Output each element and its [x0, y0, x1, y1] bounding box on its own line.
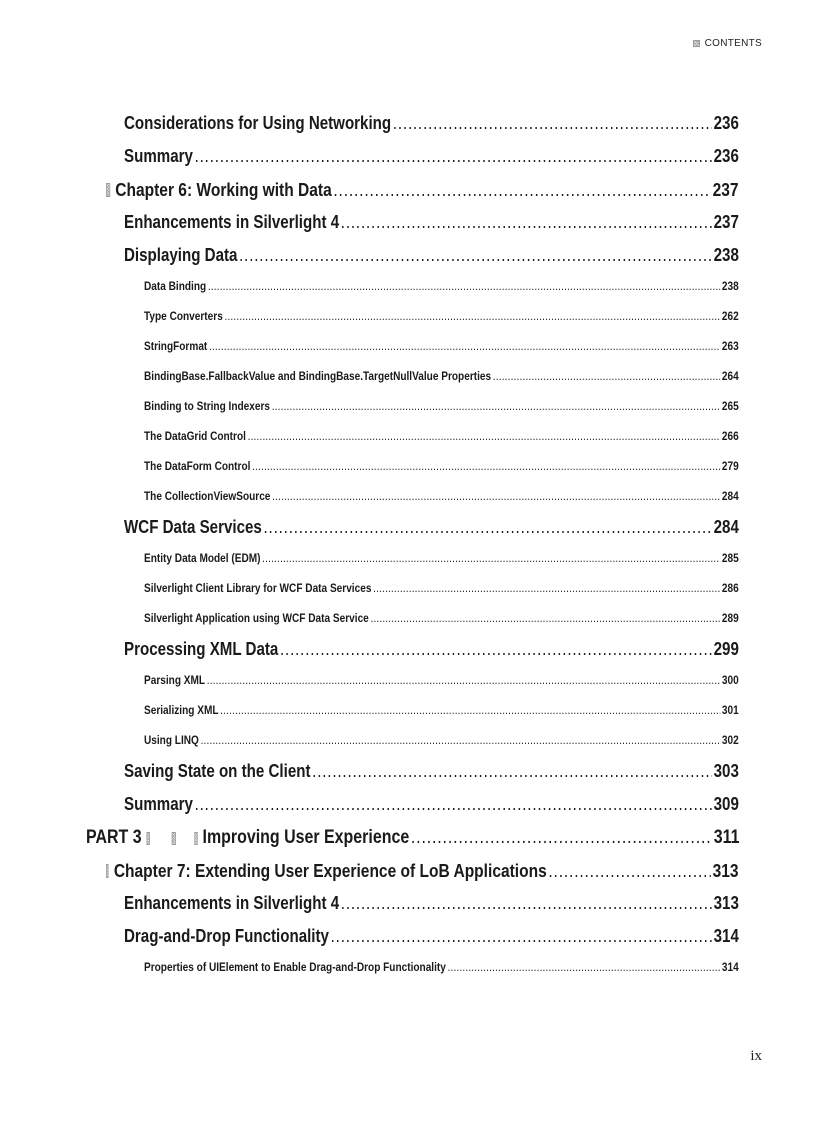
toc-entry-page: 237	[713, 212, 739, 232]
toc-entry-title: Silverlight Client Library for WCF Data Services	[144, 581, 372, 595]
hatched-square-icon	[106, 864, 109, 878]
running-head-label: CONTENTS	[704, 38, 762, 49]
toc-entry-section[interactable]	[124, 212, 739, 233]
hatched-square-icon	[172, 832, 176, 845]
toc-entry-page: 265	[721, 399, 739, 413]
toc-entry-subsection[interactable]	[144, 581, 739, 595]
dot-leader	[264, 517, 712, 538]
toc-entry-subsection[interactable]	[144, 429, 739, 443]
hatched-square-icon	[106, 183, 110, 197]
dot-leader	[248, 429, 721, 443]
dot-leader	[220, 703, 720, 717]
toc-entry-page: 314	[713, 926, 739, 946]
toc-entry-page: 237	[712, 179, 739, 200]
toc-entry-subsection[interactable]	[144, 703, 739, 717]
dot-leader	[280, 639, 712, 660]
part-label: PART 3	[86, 827, 142, 848]
toc-entry-subsection[interactable]	[144, 369, 739, 383]
toc-entry-subsection[interactable]	[144, 459, 739, 473]
toc-entry-title: Enhancements in Silverlight 4	[124, 212, 340, 232]
toc-entry-title: Using LINQ	[144, 733, 199, 747]
toc-entry-title: Improving User Experience	[202, 827, 410, 848]
toc-entry-page: 289	[721, 611, 739, 625]
toc-entry-page: 263	[721, 339, 739, 353]
toc-entry-page: 313	[712, 860, 739, 881]
toc-entry-title: Type Converters	[144, 309, 223, 323]
toc-entry-section[interactable]	[124, 794, 739, 815]
hatched-square-icon	[194, 832, 198, 845]
toc-entry-title: Serializing XML	[144, 703, 219, 717]
toc-entry-page: 236	[713, 113, 739, 133]
dot-leader	[333, 179, 711, 201]
toc-entry-title: Parsing XML	[144, 673, 206, 687]
toc-entry-subsection[interactable]	[144, 279, 739, 293]
toc-entry-page: 266	[721, 429, 739, 443]
dot-leader	[341, 212, 712, 233]
toc-entry-subsection[interactable]	[144, 733, 739, 747]
toc-entry-page: 286	[721, 581, 739, 595]
toc-entry-section[interactable]	[124, 761, 739, 782]
toc-entry-page: 303	[713, 761, 739, 781]
toc-entry-title: Chapter 6: Working with Data	[115, 179, 332, 200]
toc-entry-title: Silverlight Application using WCF Data Service	[144, 611, 369, 625]
toc-entry-page: 262	[721, 309, 739, 323]
toc-entry-subsection[interactable]	[144, 489, 739, 503]
toc-entry-page: 238	[721, 279, 739, 293]
toc-entry-title: BindingBase.FallbackValue and BindingBase.TargetNullValue Properties	[144, 369, 492, 383]
dot-leader	[373, 581, 720, 595]
dot-leader	[493, 369, 720, 383]
toc-entry-page: 236	[713, 146, 739, 166]
toc-entry-section[interactable]	[124, 146, 739, 167]
dot-leader	[272, 399, 721, 413]
toc-entry-page: 313	[713, 893, 739, 913]
toc-entry-section[interactable]	[124, 517, 739, 538]
toc-entry-page: 299	[713, 639, 739, 659]
toc-entry-page: 300	[721, 673, 739, 687]
dot-leader	[312, 761, 712, 782]
toc-entry-title: Data Binding	[144, 279, 207, 293]
toc-entry-section[interactable]	[124, 926, 739, 947]
dot-leader	[201, 733, 721, 747]
dot-leader	[341, 893, 712, 914]
toc-entry-page: 284	[721, 489, 739, 503]
dot-leader	[393, 113, 712, 134]
toc-entry-page: 301	[721, 703, 739, 717]
dot-leader	[208, 279, 720, 293]
toc-entry-title: Summary	[124, 146, 193, 166]
toc-entry-title: Displaying Data	[124, 245, 238, 265]
toc-entry-title: Enhancements in Silverlight 4	[124, 893, 340, 913]
page-number: ix	[750, 1048, 762, 1064]
running-head	[693, 38, 762, 49]
toc-entry-title: The DataGrid Control	[144, 429, 246, 443]
hatched-square-icon	[147, 832, 151, 845]
toc-entry-subsection[interactable]	[144, 339, 739, 353]
dot-leader	[262, 551, 720, 565]
toc-entry-page: 285	[721, 551, 739, 565]
dot-leader	[195, 146, 712, 167]
toc-entry-title: Processing XML Data	[124, 639, 279, 659]
dot-leader	[252, 459, 720, 473]
toc-entry-title: WCF Data Services	[124, 517, 262, 537]
toc-entry-page: 284	[713, 517, 739, 537]
toc-entry-subsection[interactable]	[144, 399, 739, 413]
dot-leader	[411, 827, 712, 849]
dot-leader	[209, 339, 720, 353]
dot-leader	[370, 611, 720, 625]
toc-entry-page: 238	[713, 245, 739, 265]
toc-entry-subsection[interactable]	[144, 673, 739, 687]
dot-leader	[239, 245, 712, 266]
toc-entry-title: Considerations for Using Networking	[124, 113, 392, 133]
toc-entry-page: 311	[713, 827, 740, 848]
toc-entry-subsection[interactable]	[144, 551, 739, 565]
dot-leader	[548, 860, 711, 882]
toc-entry-title: Summary	[124, 794, 193, 814]
toc-entry-section[interactable]	[124, 893, 739, 914]
dot-leader	[448, 960, 721, 974]
toc-entry-page: 302	[721, 733, 739, 747]
toc-entry-title: Binding to String Indexers	[144, 399, 271, 413]
toc-entry-page: 314	[721, 960, 739, 974]
toc-entry-part[interactable]	[86, 827, 740, 849]
dot-leader	[272, 489, 720, 503]
toc-entry-page: 279	[721, 459, 739, 473]
toc-entry-title: Drag-and-Drop Functionality	[124, 926, 329, 946]
dot-leader	[224, 309, 720, 323]
toc-entry-section[interactable]	[124, 245, 739, 266]
dot-leader	[195, 794, 712, 815]
toc-entry-page: 264	[721, 369, 739, 383]
toc-entry-title: StringFormat	[144, 339, 208, 353]
toc-entry-subsection[interactable]	[144, 309, 739, 323]
toc-entry-title: Chapter 7: Extending User Experience of LoB Applications	[113, 860, 547, 881]
toc-entry-page: 309	[713, 794, 739, 814]
dot-leader	[331, 926, 712, 947]
toc-entry-chapter[interactable]	[106, 179, 739, 201]
toc-entry-chapter[interactable]	[106, 860, 739, 882]
toc-entry-subsection[interactable]	[144, 611, 739, 625]
toc-entry-title: The DataForm Control	[144, 459, 251, 473]
toc-entry-title: The CollectionViewSource	[144, 489, 271, 503]
toc-entry-title: Entity Data Model (EDM)	[144, 551, 261, 565]
toc-entry-subsection[interactable]	[144, 960, 739, 974]
toc-entry-title: Properties of UIElement to Enable Drag-and-Drop Functionality	[144, 960, 446, 974]
toc-entry-section[interactable]	[124, 639, 739, 660]
hatched-square-icon	[693, 40, 700, 47]
toc-entry-section[interactable]	[124, 113, 739, 134]
toc-entry-title: Saving State on the Client	[124, 761, 311, 781]
dot-leader	[207, 673, 720, 687]
